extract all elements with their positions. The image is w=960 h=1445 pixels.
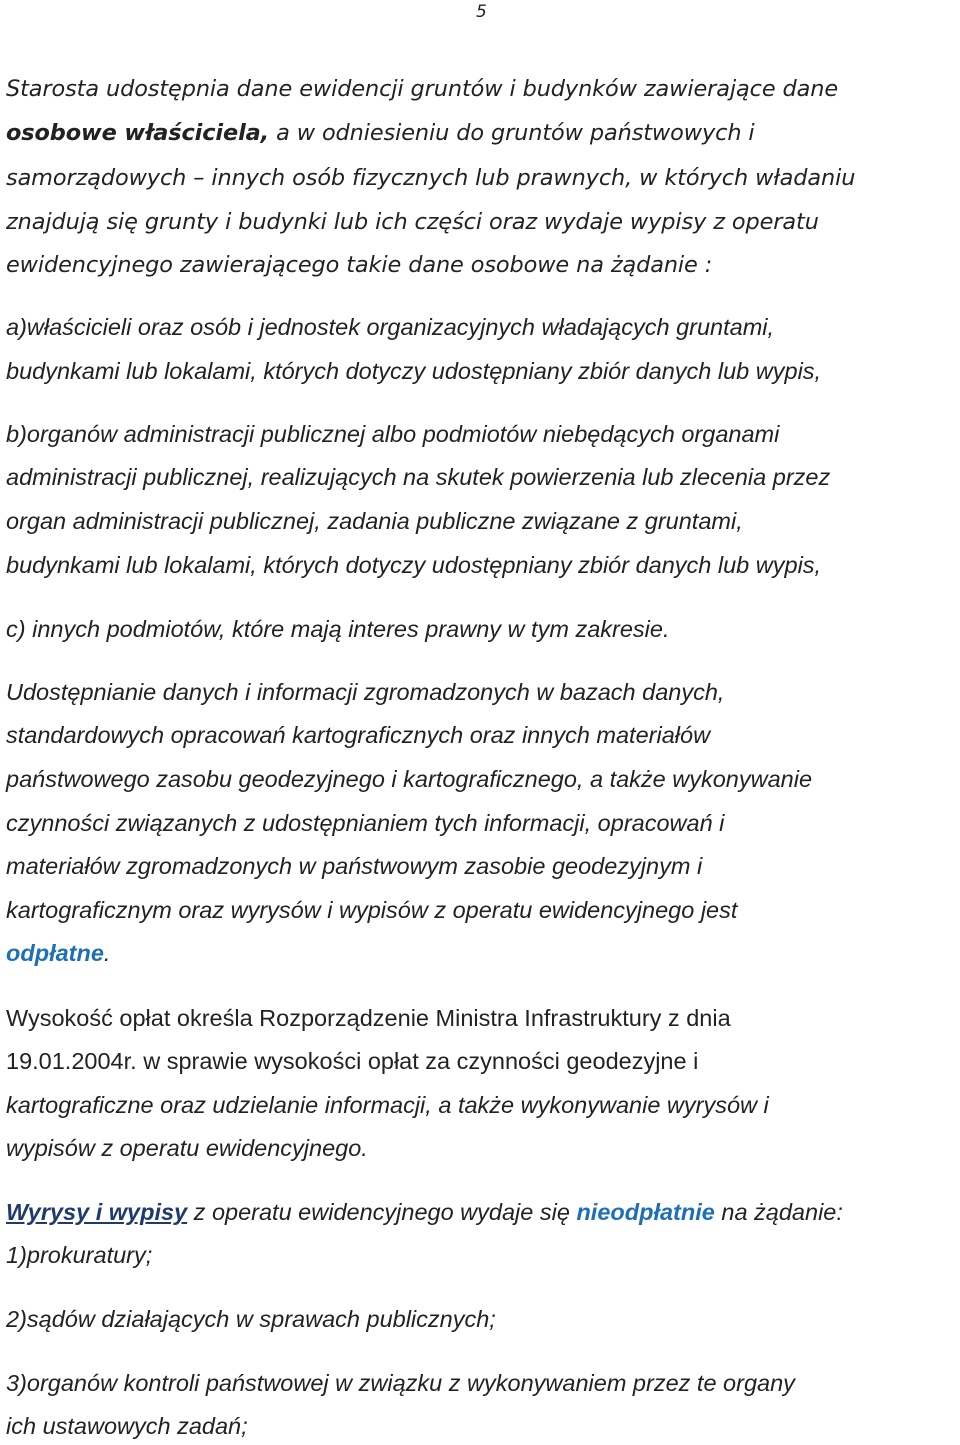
free-highlight: nieodpłatnie xyxy=(576,1199,715,1225)
paid-line-3: państwowego zasobu geodezyjnego i kartograficznego, a także wykonywanie xyxy=(6,766,813,792)
free-line-1-end: na żądanie: xyxy=(714,1199,843,1225)
paid-line-7-end: . xyxy=(103,940,111,966)
intro-line-4: znajdują się grunty i budynki lub ich części oraz wydaje wypisy z operatu xyxy=(6,209,819,235)
intro-line-2-rest: a w odniesieniu do gruntów państwowych i xyxy=(269,120,755,146)
free-item-3-line-1: 3)organów kontroli państwowej w związku z wykonywaniem przez te organy xyxy=(6,1370,795,1396)
paid-line-7 xyxy=(6,941,110,967)
item-b-line-2: administracji publicznej, realizujących na skutek powierzenia lub zlecenia przez xyxy=(6,464,831,490)
free-line-1-mid: z operatu ewidencyjnego wydaje się xyxy=(187,1199,577,1225)
free-line-1 xyxy=(6,1200,843,1226)
fees-line-4: wypisów z operatu ewidencyjnego. xyxy=(6,1135,368,1161)
page-number: 5 xyxy=(476,2,487,22)
free-item-2: 2)sądów działających w sprawach publicznych; xyxy=(6,1306,496,1332)
item-b-line-3: organ administracji publicznej, zadania publiczne związane z gruntami, xyxy=(6,508,743,534)
intro-line-3: samorządowych – innych osób fizycznych lub prawnych, w których władaniu xyxy=(6,165,856,191)
free-item-1: 1)prokuratury; xyxy=(6,1242,153,1268)
paid-line-6: kartograficznym oraz wyrysów i wypisów z operatu ewidencyjnego jest xyxy=(6,897,738,923)
intro-line-5: ewidencyjnego zawierającego takie dane osobowe na żądanie : xyxy=(6,252,713,278)
paid-line-4: czynności związanych z udostępnianiem tych informacji, opracowań i xyxy=(6,810,725,836)
item-b-line-1: b)organów administracji publicznej albo podmiotów niebędących organami xyxy=(6,421,780,447)
fees-line-1: Wysokość opłat określa Rozporządzenie Ministra Infrastruktury z dnia xyxy=(6,1005,731,1031)
intro-line-2 xyxy=(6,121,755,146)
fees-line-2: 19.01.2004r. w sprawie wysokości opłat za czynności geodezyjne i xyxy=(6,1048,699,1074)
item-b-line-4: budynkami lub lokalami, których dotyczy udostępniany zbiór danych lub wypis, xyxy=(6,552,822,578)
item-a-line-2: budynkami lub lokalami, których dotyczy udostępniany zbiór danych lub wypis, xyxy=(6,358,822,384)
intro-bold-owner-data: osobowe właściciela, xyxy=(6,120,270,146)
paid-highlight-link[interactable]: odpłatne xyxy=(6,940,104,966)
item-c-line-1: c) innych podmiotów, które mają interes prawny w tym zakresie. xyxy=(6,616,670,642)
paid-line-2: standardowych opracowań kartograficznych oraz innych materiałów xyxy=(6,722,711,748)
paid-line-5: materiałów zgromadzonych w państwowym zasobie geodezyjnym i xyxy=(6,853,703,879)
item-a-line-1: a)właścicieli oraz osób i jednostek organizacyjnych władających gruntami, xyxy=(6,314,775,340)
intro-line-1: Starosta udostępnia dane ewidencji gruntów i budynków zawierające dane xyxy=(6,76,839,102)
paid-line-1: Udostępnianie danych i informacji zgromadzonych w bazach danych, xyxy=(6,679,725,705)
free-item-3-line-2: ich ustawowych zadań; xyxy=(6,1413,248,1439)
free-docs-link[interactable]: Wyrysy i wypisy xyxy=(6,1199,188,1225)
fees-line-3: kartograficzne oraz udzielanie informacji, a także wykonywanie wyrysów i xyxy=(6,1092,769,1118)
